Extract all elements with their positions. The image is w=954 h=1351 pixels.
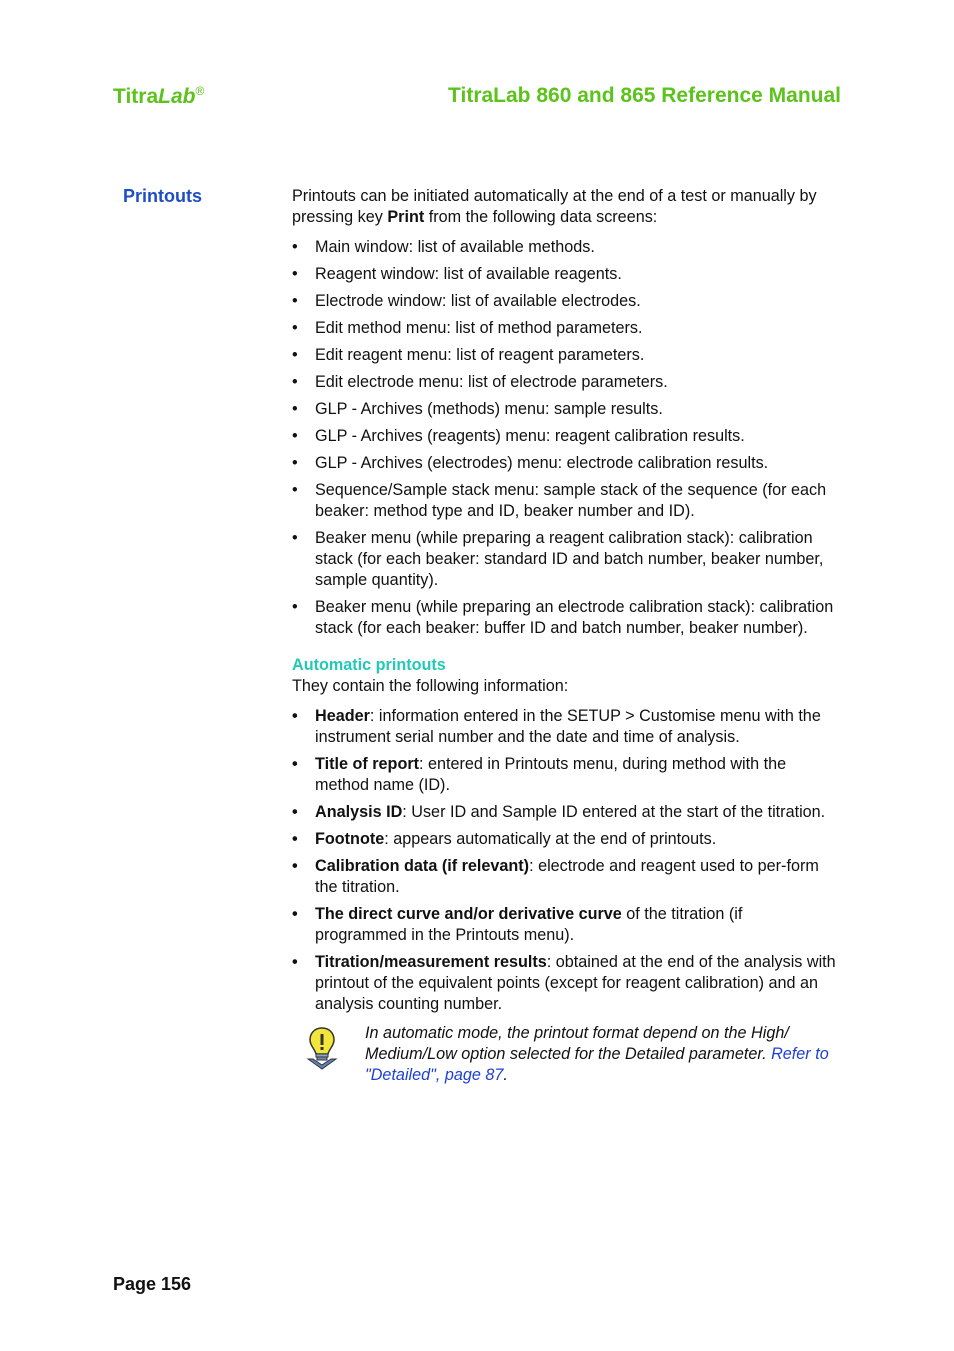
note-text: In automatic mode, the printout format depend on the High/ Medium/Low option selected for the Detailed parameter. bbox=[365, 1024, 789, 1063]
list-item: • Edit electrode menu: list of electrode parameters. bbox=[292, 372, 837, 393]
item-term: Footnote bbox=[315, 830, 385, 848]
list-item: • Sequence/Sample stack menu: sample stack of the sequence (for each beaker: method type and ID, beaker number and ID). bbox=[292, 480, 837, 522]
list-item: • Beaker menu (while preparing an electrode calibration stack): calibration stack (for each beaker: buffer ID and batch number, beaker number). bbox=[292, 597, 837, 639]
main-content bbox=[292, 186, 837, 1086]
item-term: Header bbox=[315, 707, 370, 725]
list-item: • Electrode window: list of available electrodes. bbox=[292, 291, 837, 312]
list-item: • GLP - Archives (electrodes) menu: electrode calibration results. bbox=[292, 453, 837, 474]
list-item: • GLP - Archives (reagents) menu: reagent calibration results. bbox=[292, 426, 837, 447]
note-trailing: . bbox=[503, 1066, 508, 1084]
list-item: • Main window: list of available methods. bbox=[292, 237, 837, 258]
brand-logo bbox=[113, 84, 204, 109]
tip-note bbox=[292, 1023, 837, 1086]
brand-suffix: Lab bbox=[158, 85, 196, 108]
item-text: : entered in Printouts menu, during method with the method name (ID). bbox=[315, 755, 787, 794]
print-key-label: Print bbox=[387, 208, 425, 226]
list-item: • GLP - Archives (methods) menu: sample results. bbox=[292, 399, 837, 420]
item-term: Title of report bbox=[315, 755, 420, 773]
item-text: : obtained at the end of the analysis with printout of the equivalent points (except for reagent calibration) and an analysis counting number. bbox=[315, 953, 836, 1013]
registered-mark: ® bbox=[195, 84, 205, 98]
item-text: : electrode and reagent used to per-form the titration. bbox=[315, 857, 819, 896]
list-item bbox=[292, 952, 837, 1015]
item-term: The direct curve and/or derivative curve bbox=[315, 905, 622, 923]
list-item: • Beaker menu (while preparing a reagent calibration stack): calibration stack (for each beaker: standard ID and batch number, beaker number, sample quantity). bbox=[292, 528, 837, 591]
page-number: Page 156 bbox=[113, 1274, 192, 1294]
list-item bbox=[292, 802, 837, 823]
intro-text-1: Printouts can be initiated automatically at the end of a test or manually by pressing key bbox=[292, 187, 817, 226]
item-term: Calibration data (if relevant) bbox=[315, 857, 530, 875]
section-side-title: Printouts bbox=[123, 186, 202, 206]
automatic-items-list bbox=[292, 706, 837, 1015]
list-item bbox=[292, 754, 837, 796]
list-item: • Edit reagent menu: list of reagent parameters. bbox=[292, 345, 837, 366]
item-text: : information entered in the SETUP > Customise menu with the instrument serial number and the date and time of analysis. bbox=[315, 707, 821, 746]
list-item bbox=[292, 829, 837, 850]
intro-text-2: from the following data screens: bbox=[424, 208, 658, 226]
item-term: Titration/measurement results bbox=[315, 953, 547, 971]
list-item bbox=[292, 856, 837, 898]
list-item bbox=[292, 706, 837, 748]
intro-paragraph bbox=[292, 186, 837, 228]
list-item bbox=[292, 904, 837, 946]
item-text: : appears automatically at the end of printouts. bbox=[384, 830, 717, 848]
list-item: • Reagent window: list of available reagents. bbox=[292, 264, 837, 285]
item-term: Analysis ID bbox=[315, 803, 403, 821]
list-item: • Edit method menu: list of method parameters. bbox=[292, 318, 837, 339]
manual-title: TitraLab 860 and 865 Reference Manual bbox=[448, 84, 841, 107]
detailed-reference-link[interactable]: Refer to "Detailed", page 87 bbox=[365, 1045, 829, 1084]
automatic-printouts-heading: Automatic printouts bbox=[292, 656, 446, 674]
automatic-intro: They contain the following information: bbox=[292, 677, 569, 695]
lightbulb-tip-icon bbox=[305, 1026, 339, 1070]
brand-prefix: Titra bbox=[113, 85, 159, 108]
item-text: : User ID and Sample ID entered at the start of the titration. bbox=[402, 803, 826, 821]
item-text: of the titration (if programmed in the Printouts menu). bbox=[315, 905, 743, 944]
data-screens-list bbox=[292, 237, 837, 639]
